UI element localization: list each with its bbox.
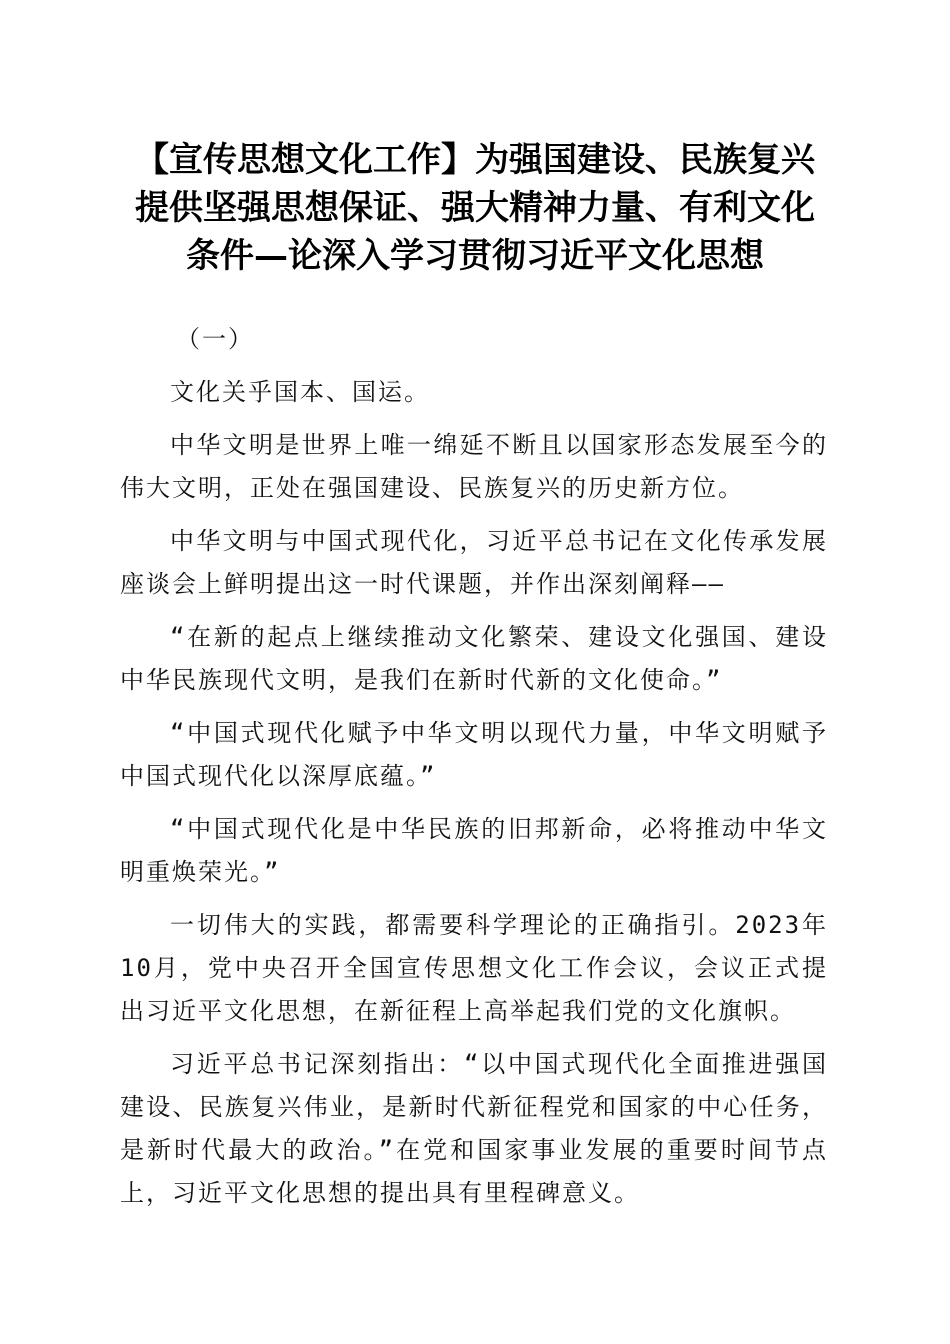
title-line-1: 【宣传思想文化工作】为强国建设、民族复兴: [135, 140, 815, 180]
paragraph-3: 中华文明与中国式现代化，习近平总书记在文化传承发展座谈会上鲜明提出这一时代课题，并作出深刻阐释——: [120, 527, 828, 598]
paragraph-5: “中国式现代化赋予中华文明以现代力量，中华文明赋予中国式现代化以深厚底蕴。”: [120, 719, 828, 790]
paragraph-2: 中华文明是世界上唯一绵延不断且以国家形态发展至今的伟大文明，正处在强国建设、民族复兴的历史新方位。: [120, 431, 828, 502]
paragraph-8: 习近平总书记深刻指出：“以中国式现代化全面推进强国建设、民族复兴伟业，是新时代新征程党和国家的中心任务，是新时代最大的政治。”在党和国家事业发展的重要时间节点上，习近平文化思想的提出具有里程碑意义。: [120, 1050, 828, 1207]
title-line-3: 条件—论深入学习贯彻习近平文化思想: [186, 236, 764, 276]
paragraph-4: “在新的起点上继续推动文化繁荣、建设文化强国、建设中华民族现代文明，是我们在新时代新的文化使命。”: [120, 623, 828, 694]
document-title: [110, 136, 840, 280]
paragraph-6: “中国式现代化是中华民族的旧邦新命，必将推动中华文明重焕荣光。”: [120, 815, 828, 886]
paragraph-7: 一切伟大的实践，都需要科学理论的正确指引。2023年10月，党中央召开全国宣传思想文化工作会议，会议正式提出习近平文化思想，在新征程上高举起我们党的文化旗帜。: [120, 911, 828, 1025]
section-marker: （一）: [176, 325, 254, 353]
paragraph-1: 文化关乎国本、国运。: [170, 378, 430, 406]
document-body: [120, 318, 828, 1225]
title-line-2: 提供坚强思想保证、强大精神力量、有利文化: [135, 188, 815, 228]
